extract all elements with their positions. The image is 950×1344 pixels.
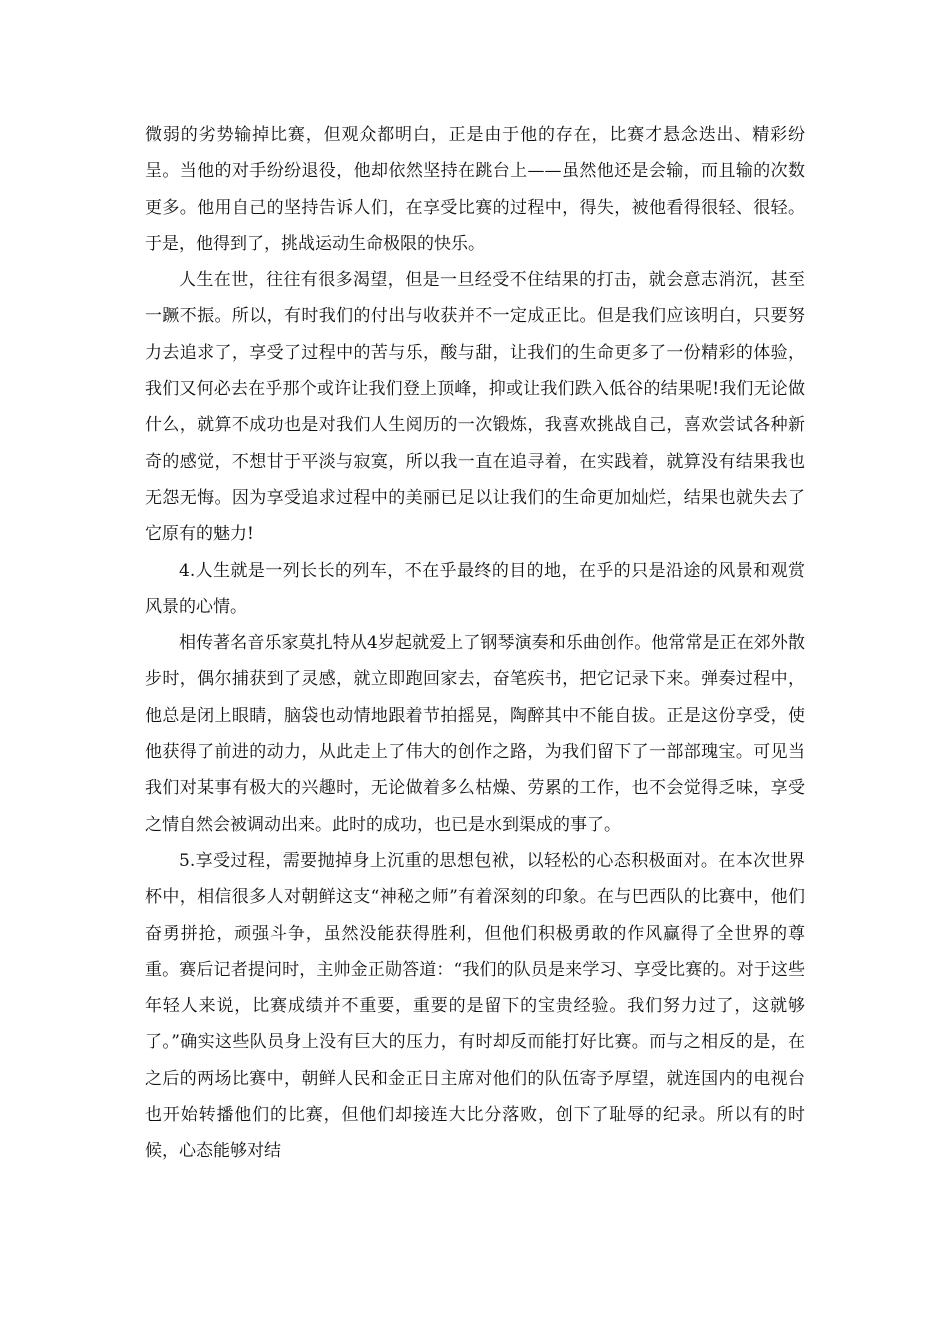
document-body: [145, 117, 805, 1170]
paragraph: 相传著名音乐家莫扎特从4岁起就爱上了钢琴演奏和乐曲创作。他常常是正在郊外散步时，偶尔捕获到了灵感，就立即跑回家去，奋笔疾书，把它记录下来。弹奏过程中，他总是闭上眼睛，脑袋也动情地跟着节拍摇晃，陶醉其中不能自拔。正是这份享受，使他获得了前进的动力，从此走上了伟大的创作之路，为我们留下了一部部瑰宝。可见当我们对某事有极大的兴趣时，无论做着多么枯燥、劳累的工作，也不会觉得乏味，享受之情自然会被调动出来。此时的成功，也已是水到渠成的事了。: [145, 633, 805, 835]
paragraph-point-5: 5.享受过程，需要抛掉身上沉重的思想包袱，以轻松的心态积极面对。在本次世界杯中，相信很多人对朝鲜这支“神秘之师”有着深刻的印象。在与巴西队的比赛中，他们奋勇拼抢，顽强斗争，虽然没能获得胜利，但他们积极勇敢的作风赢得了全世界的尊重。赛后记者提问时，主帅金正勋答道：“我们的队员是来学习、享受比赛的。对于这些年轻人来说，比赛成绩并不重要，重要的是留下的宝贵经验。我们努力过了，这就够了。”确实这些队员身上没有巨大的压力，有时却反而能打好比赛。而与之相反的是，在之后的两场比赛中，朝鲜人民和金正日主席对他们的队伍寄予厚望，就连国内的电视台也开始转播他们的比赛，但他们却接连大比分落败，创下了耻辱的纪录。所以有的时候，心态能够对结: [145, 850, 805, 1162]
paragraph: 人生在世，往往有很多渴望，但是一旦经受不住结果的打击，就会意志消沉，甚至一蹶不振。所以，有时我们的付出与收获并不一定成正比。但是我们应该明白，只要努力去追求了，享受了过程中的苦与乐，酸与甜，让我们的生命更多了一份精彩的体验，我们又何必去在乎那个或许让我们登上顶峰，抑或让我们跌入低谷的结果呢!我们无论做什么，就算不成功也是对我们人生阅历的一次锻炼，我喜欢挑战自己，喜欢尝试各种新奇的感觉，不想甘于平淡与寂寞，所以我一直在追寻着，在实践着，就算没有结果我也无怨无悔。因为享受追求过程中的美丽已足以让我们的生命更加灿烂，结果也就失去了它原有的魅力!: [145, 270, 805, 545]
paragraph-point-4: 4.人生就是一列长长的列车，不在乎最终的目的地，在乎的只是沿途的风景和观赏风景的心情。: [145, 560, 805, 617]
paragraph-continued: 微弱的劣势输掉比赛，但观众都明白，正是由于他的存在，比赛才悬念迭出、精彩纷呈。当他的对手纷纷退役，他却依然坚持在跳台上——虽然他还是会输，而且输的次数更多。他用自己的坚持告诉人们，在享受比赛的过程中，得失，被他看得很轻、很轻。于是，他得到了，挑战运动生命极限的快乐。: [145, 125, 805, 254]
